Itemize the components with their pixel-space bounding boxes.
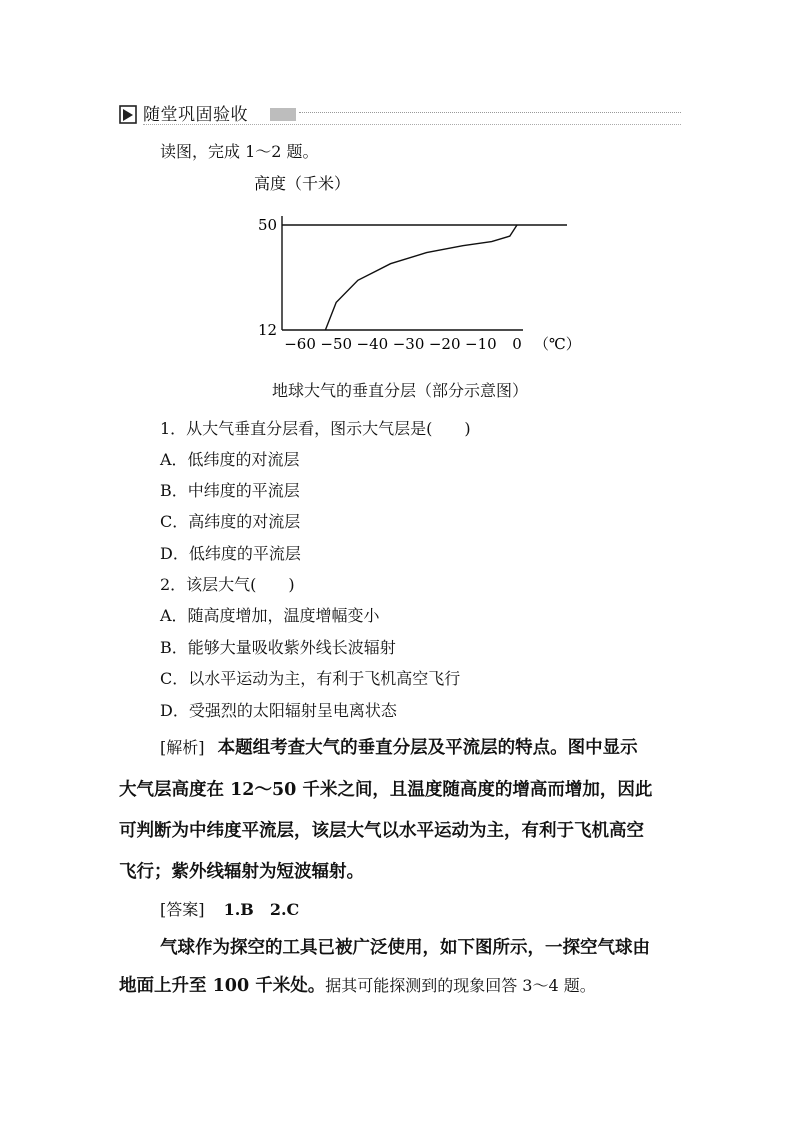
x-tick-label: 0 — [512, 335, 522, 353]
analysis-text: 本题组考查大气的垂直分层及平流层的特点。图中显示 — [217, 738, 638, 758]
question-1-option-c: C．高纬度的对流层 — [160, 512, 301, 531]
header-underline — [143, 124, 681, 125]
answer-tag: [答案] — [160, 900, 205, 919]
header-decoration — [270, 108, 296, 121]
analysis-line-2: 大气层高度在 12～50 千米之间，且温度随高度的增高而增加，因此 — [119, 780, 653, 800]
answer-text: 1.B 2.C — [223, 900, 300, 919]
x-tick-labels — [284, 335, 522, 353]
analysis-line-4: 飞行；紫外线辐射为短波辐射。 — [119, 862, 364, 882]
question-2-option-c: C．以水平运动为主，有利于飞机高空飞行 — [160, 669, 461, 688]
x-tick-label: −20 — [428, 335, 461, 353]
question-2-option-d: D．受强烈的太阳辐射呈电离状态 — [160, 701, 397, 720]
analysis-tag: [解析] — [160, 738, 205, 757]
analysis-line-3: 可判断为中纬度平流层，该层大气以水平运动为主，有利于飞机高空 — [119, 821, 644, 841]
y-tick-label: 50 — [258, 216, 278, 234]
question-1-option-a: A．低纬度的对流层 — [160, 450, 300, 469]
section-arrow-icon — [119, 105, 139, 125]
x-tick-label: −10 — [465, 335, 497, 353]
question-2-stem: 2．该层大气( ) — [160, 575, 295, 594]
question-2-option-b: B．能够大量吸收紫外线长波辐射 — [160, 638, 396, 657]
temperature-curve — [325, 225, 517, 330]
x-tick-label: −60 — [284, 335, 316, 353]
x-unit: （℃） — [534, 335, 581, 353]
question-1-option-b: B．中纬度的平流层 — [160, 481, 300, 500]
chart-caption: 地球大气的垂直分层（部分示意图） — [272, 381, 529, 400]
analysis-line-1 — [160, 737, 638, 759]
next-intro-line-2 — [119, 975, 596, 997]
header-rule — [299, 112, 681, 113]
section-title: 随堂巩固验收 — [143, 105, 248, 125]
x-tick-label: −40 — [356, 335, 389, 353]
question-1-option-d: D．低纬度的平流层 — [160, 544, 301, 563]
question-2-option-a: A．随高度增加，温度增幅变小 — [160, 606, 380, 625]
answer-line — [160, 899, 299, 921]
chart-ylabel: 高度（千米） — [254, 174, 351, 193]
atmosphere-chart — [240, 168, 600, 358]
next-intro-rest: 据其可能探测到的现象回答 3～4 题。 — [325, 976, 596, 995]
next-intro-line-1: 气球作为探空的工具已被广泛使用，如下图所示，一探空气球由 — [160, 938, 650, 958]
y-tick-label: 12 — [258, 321, 278, 339]
x-tick-label: −50 — [320, 335, 353, 353]
next-intro-bold: 地面上升至 100 千米处。 — [119, 976, 326, 996]
intro-text: 读图，完成 1～2 题。 — [160, 142, 319, 161]
question-1-stem: 1．从大气垂直分层看，图示大气层是( ) — [160, 419, 471, 438]
section-header — [119, 104, 681, 128]
x-tick-label: −30 — [392, 335, 425, 353]
